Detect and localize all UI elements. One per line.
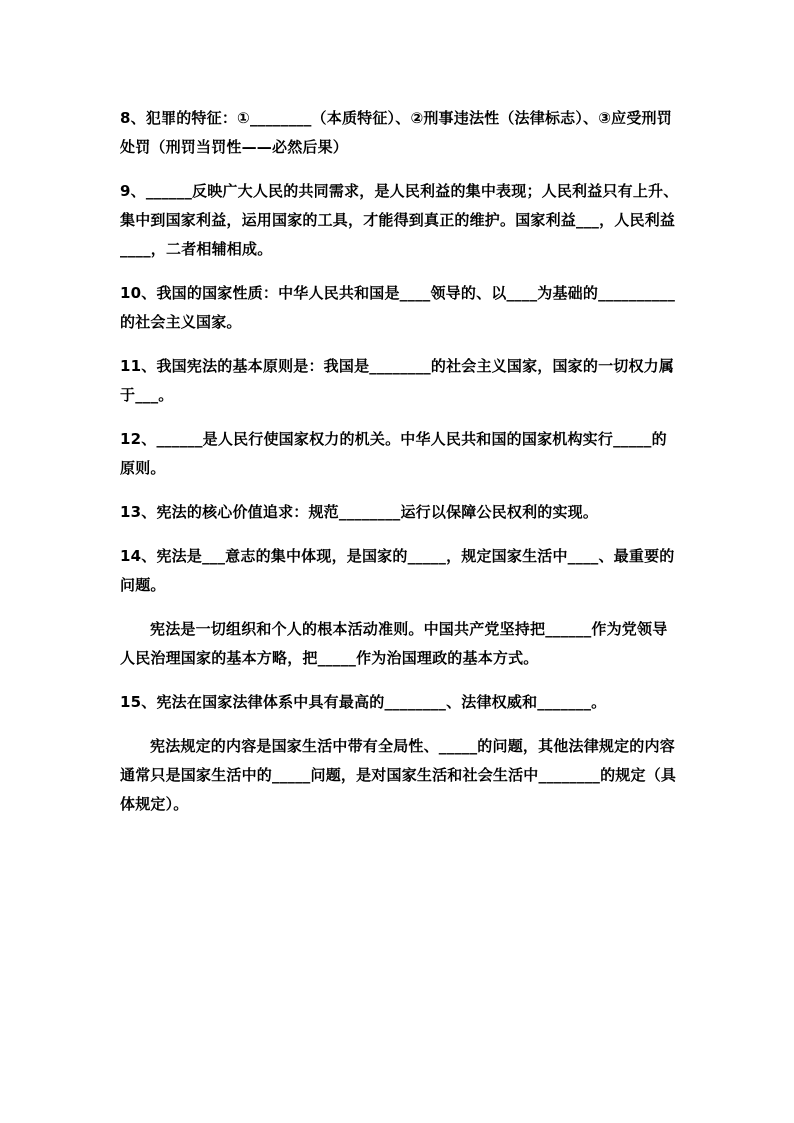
question-14: 14、宪法是___意志的集中体现，是国家的_____，规定国家生活中____、最重要的问题。 [120,547,675,594]
question-12: 12、______是人民行使国家权力的机关。中华人民共和国的国家机构实行_____的原则。 [120,430,667,477]
question-13: 13、宪法的核心价值追求：规范________运行以保障公民权利的实现。 [120,503,599,521]
question-15: 15、宪法在国家法律体系中具有最高的________、法律权威和_______。 [120,693,607,711]
question-14-continuation: 宪法是一切组织和个人的根本活动准则。中国共产党坚持把______作为党领导人民治理国家的基本方略，把_____作为治国理政的基本方式。 [120,620,668,667]
question-9: 9、______反映广大人民的共同需求，是人民利益的集中表现；人民利益只有上升、集中到国家利益，运用国家的工具，才能得到真正的维护。国家利益___，人民利益____，二者相辅相成。 [120,182,679,258]
question-11: 11、我国宪法的基本原则是：我国是________的社会主义国家，国家的一切权力属于___。 [120,357,675,404]
question-8: 8、犯罪的特征：①________（本质特征）、②刑事违法性（法律标志）、③应受刑罚处罚（刑罚当罚性——必然后果） [120,109,672,156]
document-page [120,104,680,834]
question-15-continuation: 宪法规定的内容是国家生活中带有全局性、_____的问题，其他法律规定的内容通常只是国家生活中的_____问题，是对国家生活和社会生活中________的规定（具体规定）。 [120,737,677,813]
question-10: 10、我国的国家性质：中华人民共和国是____领导的、以____为基础的__________的社会主义国家。 [120,284,676,331]
